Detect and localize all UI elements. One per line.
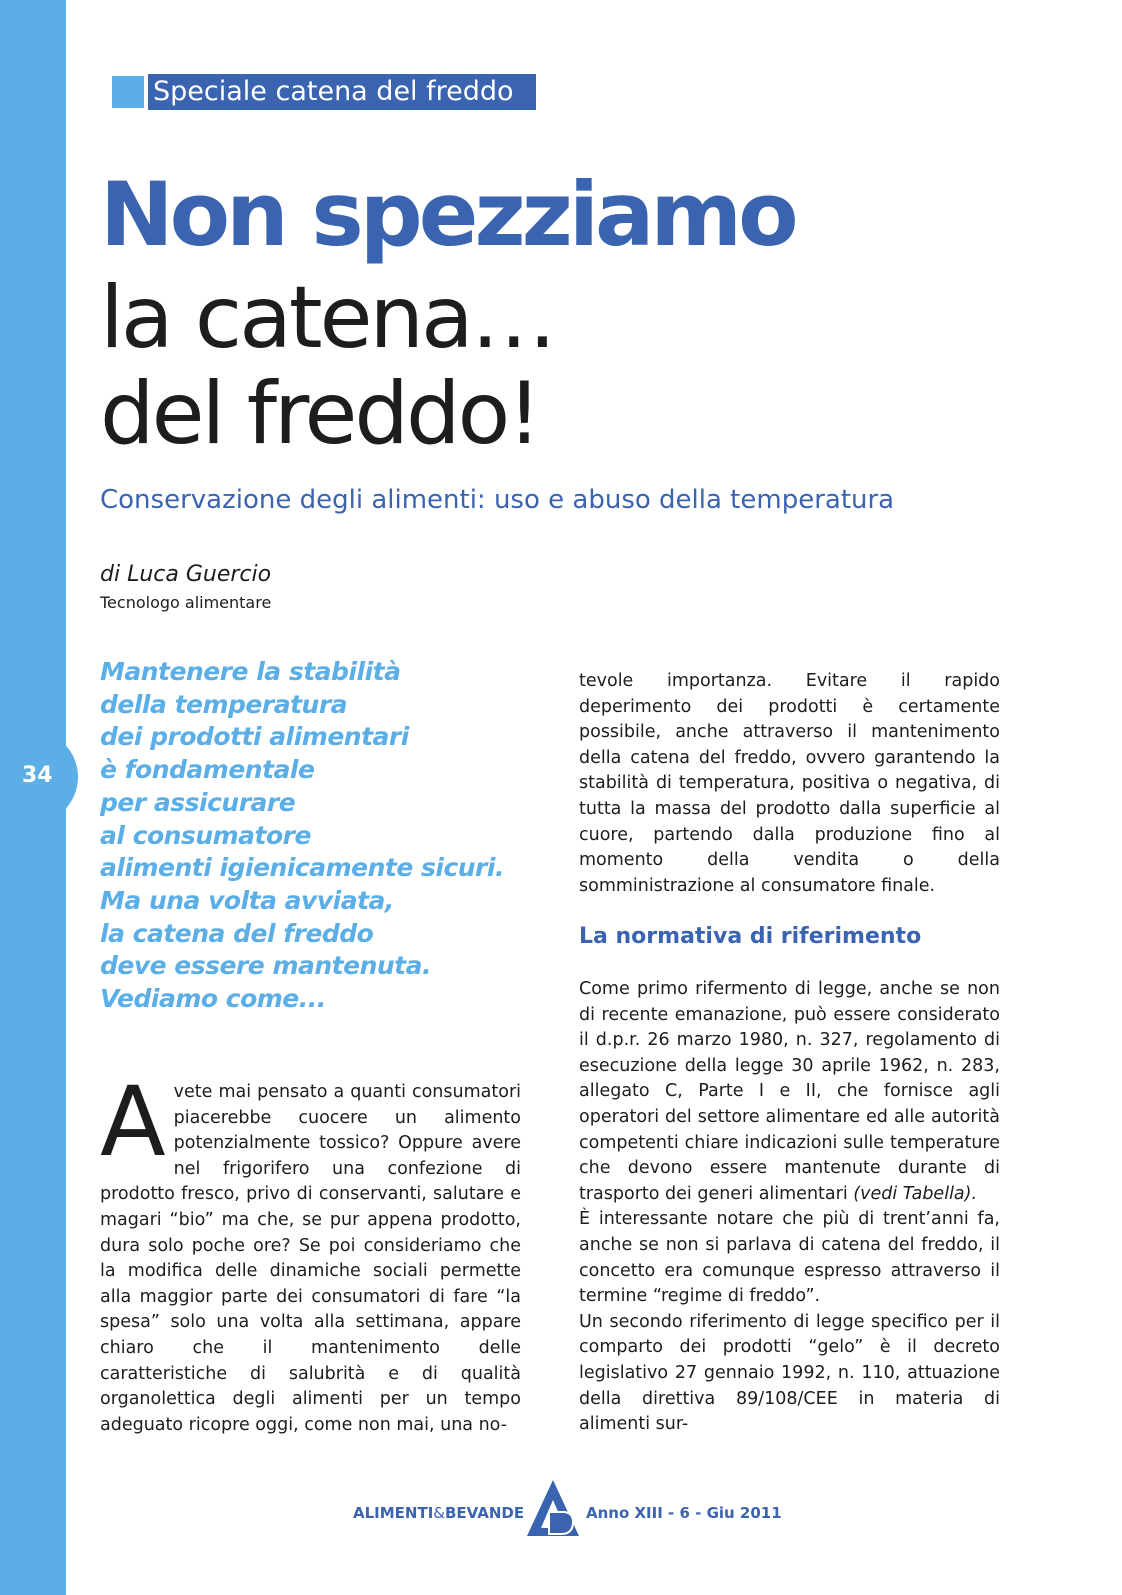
drop-cap: A	[100, 1066, 166, 1178]
section-heading: La normativa di riferimento	[579, 924, 922, 949]
paragraph	[579, 977, 1000, 1207]
kicker-square	[112, 76, 144, 108]
paragraph: È interessante notare che più di trent’anni fa, anche se non si parlava di catena del freddo, il concetto era comunque espresso attraverso il termine “regime di freddo”.	[579, 1209, 1000, 1307]
lead-line: deve essere mantenuta.	[100, 951, 432, 981]
lead-line: al consumatore	[100, 820, 311, 850]
lead-paragraph	[100, 656, 540, 1016]
paragraph-text: Come primo rifermento di legge, anche se non di recente emanazione, può essere considerato il d.p.r. 26 marzo 1980, n. 327, regolamento di esecuzione della legge 30 aprile 1962, n. 283, allegato C, Parte I e II, che fornisce agli operatori del settore alimentare ed alle autorità competenti chiare indicazioni sulle temperature che devono essere mantenute durante di trasporto dei generi alimentari	[579, 979, 1000, 1204]
brand-ampersand: &	[433, 1504, 445, 1522]
title-line-3: del freddo!	[100, 364, 539, 464]
lead-line: per assicurare	[100, 787, 296, 817]
title-line-2: la catena…	[100, 268, 554, 368]
author-role: Tecnologo alimentare	[100, 593, 272, 612]
lead-line: è fondamentale	[100, 755, 315, 785]
lead-line: la catena del freddo	[100, 918, 374, 948]
magazine-logo-icon	[523, 1478, 583, 1538]
page-number: 34	[22, 763, 53, 788]
brand-part: BEVANDE	[445, 1504, 525, 1522]
paragraph: Un secondo riferimento di legge specifico per il comparto dei prodotti “gelo” è il decreto legislativo 27 gennaio 1992, n. 110, attuazione della direttiva 89/108/CEE in materia di alimenti sur-	[579, 1311, 1000, 1435]
brand-part: ALIMENTI	[353, 1504, 434, 1522]
table-reference: (vedi Tabella).	[853, 1183, 978, 1204]
body-column-right-continuation: tevole importanza. Evitare il rapido deperimento dei prodotti è certamente possibile, anche attraverso il mantenimento della catena del freddo, ovvero garantendo la stabilità di temperatura, positiva o negativa, di tutta la massa del prodotto dalla superficie al cuore, partendo dalla produzione fino al momento della vendita o della somministrazione al consumatore finale.	[579, 671, 1000, 896]
footer-brand	[353, 1502, 524, 1524]
lead-line: dei prodotti alimentari	[100, 722, 409, 752]
subtitle: Conservazione degli alimenti: uso e abuso della temperatura	[100, 485, 895, 515]
footer-issue-info: Anno XIII - 6 - Giu 2011	[586, 1504, 782, 1522]
lead-line: della temperatura	[100, 689, 348, 719]
section-kicker: Speciale catena del freddo	[148, 74, 536, 110]
author-byline: di Luca Guercio	[100, 562, 272, 587]
body-column-left	[100, 1066, 521, 1438]
body-column-right-section	[579, 977, 1000, 1438]
lead-line: alimenti igienicamente sicuri.	[100, 853, 504, 883]
title-line-1: Non spezziamo	[100, 163, 795, 266]
lead-line: Ma una volta avviata,	[100, 885, 394, 915]
lead-line: Vediamo come...	[100, 984, 326, 1014]
intro-text: vete mai pensato a quanti consumatori piacerebbe cuocere un alimento potenzialmente tossico? Oppure avere nel frigorifero una confezione di prodotto fresco, privo di conservanti, salutare e magari “bio” ma che, se pur appena prodotto, dura solo poche ore? Se poi consideriamo che la modifica delle dinamiche sociali permette alla maggior parte dei consumatori di fare “la spesa” solo una volta alla settimana, appare chiaro che il mantenimento delle caratteristiche di salubrità e di qualità organolettica degli alimenti per un tempo adeguato ricopre oggi, come non mai, una no-	[100, 1082, 521, 1435]
lead-line: Mantenere la stabilità	[100, 657, 401, 686]
